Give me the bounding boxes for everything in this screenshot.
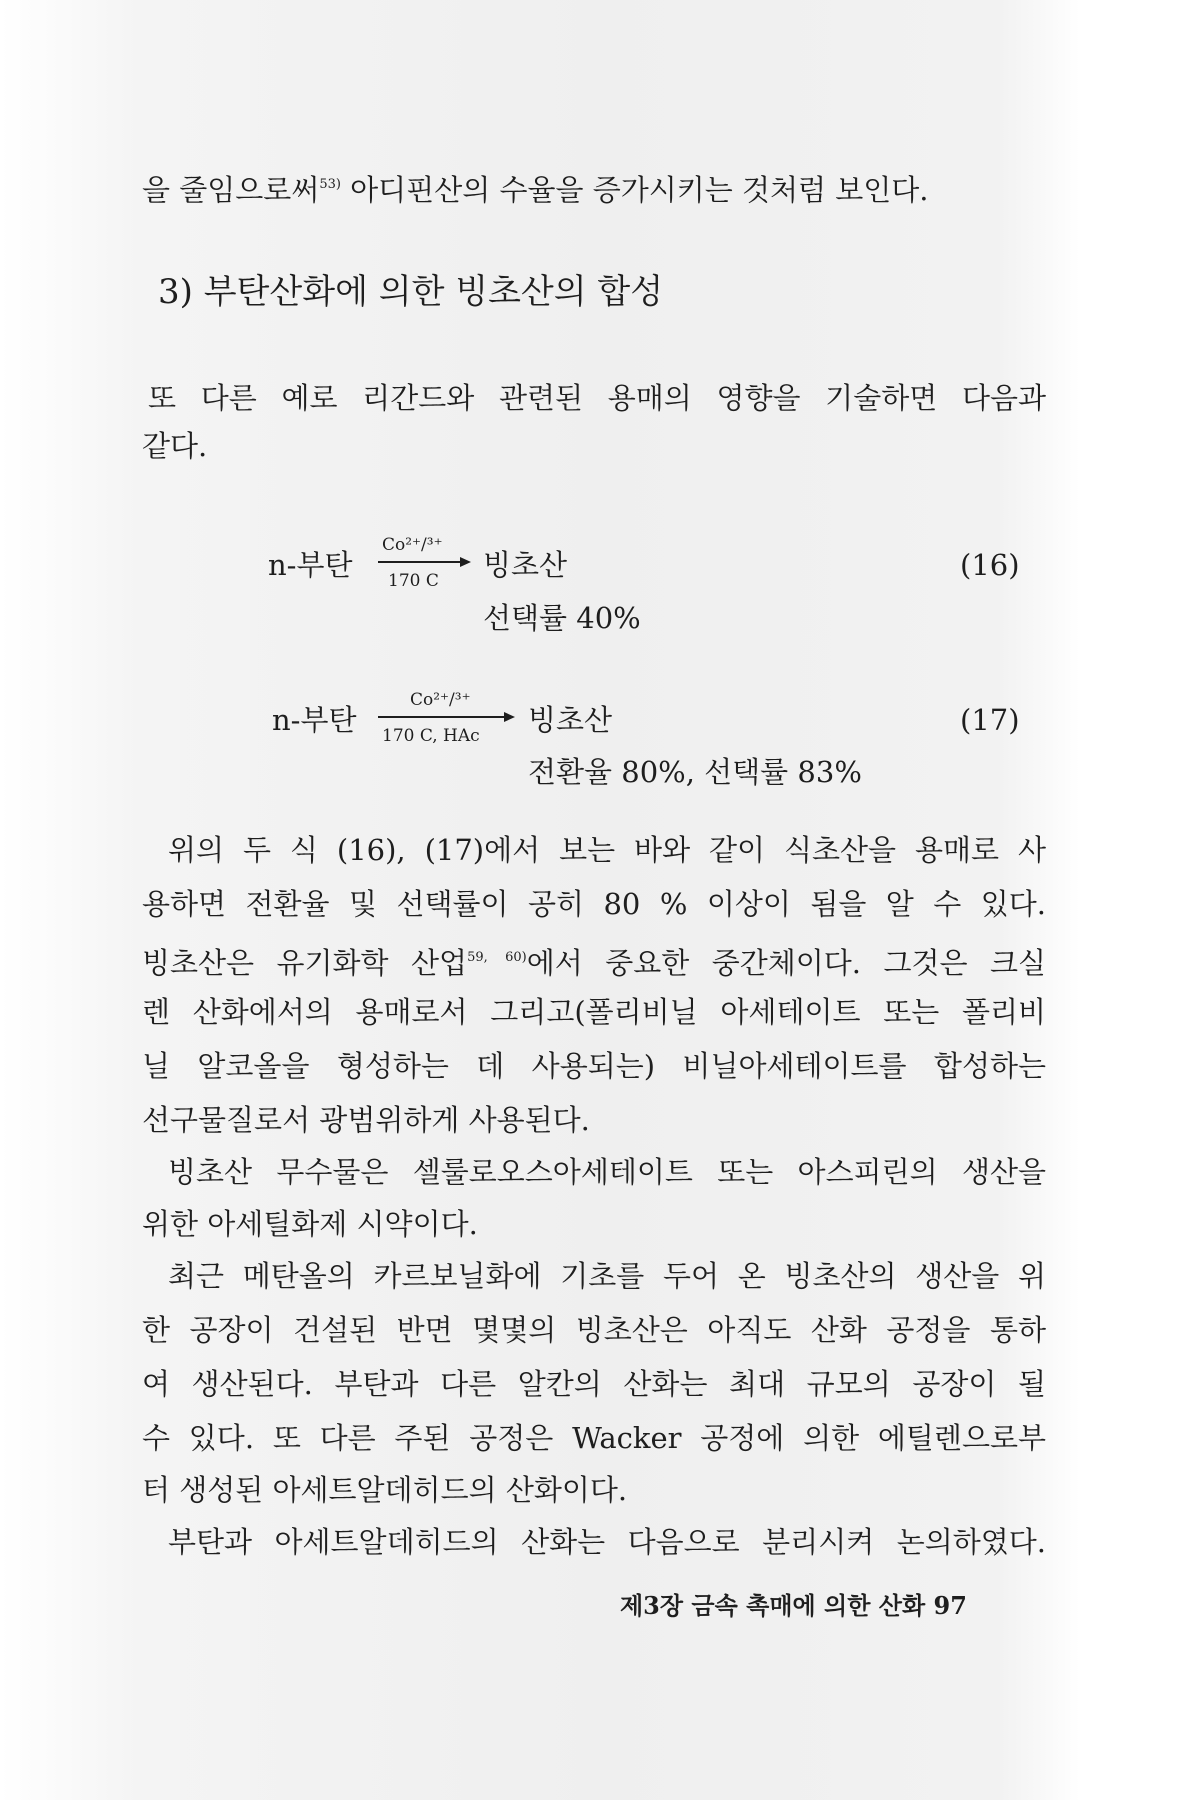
eq17-conversion-selectivity: 전환율 80%, 선택률 83% [528, 755, 862, 789]
para2-line-2: 위한 아세틸화제 시약이다. [142, 1207, 478, 1241]
para1-line-5: 닐 알코올을 형성하는 데 사용되는) 비닐아세테이트를 합성하는 [142, 1049, 1046, 1083]
para4-line-1: 부탄과 아세트알데히드의 산화는 다음으로 분리시켜 논의하였다. [168, 1525, 1046, 1559]
para3-line-1: 최근 메탄올의 카르보닐화에 기초를 두어 온 빙초산의 생산을 위 [168, 1259, 1046, 1293]
intro-line-1: 또 다른 예로 리간드와 관련된 용매의 영향을 기술하면 다음과 [148, 381, 1046, 415]
text-line-top [142, 165, 1046, 210]
eq16-arrow-line [378, 561, 462, 563]
para1-line-2: 용하면 전환율 및 선택률이 공히 80 % 이상이 됨을 알 수 있다. [142, 887, 1046, 921]
section-heading: 3) 부탄산화에 의한 빙초산의 합성 [158, 272, 664, 312]
citation-sup: 53) [319, 177, 341, 192]
para3-line-5: 터 생성된 아세트알데히드의 산화이다. [142, 1473, 628, 1507]
para1-line-3-start: 빙초산은 유기화학 산업 [142, 946, 468, 980]
eq16-catalyst: Co²⁺/³⁺ [382, 535, 443, 555]
top-line-text: 을 줄임으로써 [142, 173, 320, 207]
eq17-reactant: n-부탄 [272, 703, 357, 737]
para1-line-6: 선구물질로서 광범위하게 사용된다. [142, 1103, 590, 1137]
intro-line-2: 같다. [142, 429, 208, 463]
eq16-product: 빙초산 [483, 548, 568, 582]
eq17-product: 빙초산 [528, 703, 613, 737]
para1-line-4: 렌 산화에서의 용매로서 그리고(폴리비닐 아세테이트 또는 폴리비 [142, 995, 1046, 1029]
eq17-catalyst: Co²⁺/³⁺ [410, 690, 471, 710]
eq17-condition: 170 C, HAc [382, 726, 480, 746]
eq16-selectivity: 선택률 40% [483, 601, 641, 635]
para1-line-3-end: 에서 중요한 중간체이다. 그것은 크실 [526, 946, 1047, 980]
eq16-arrow-head-icon [460, 557, 471, 567]
para2-line-1: 빙초산 무수물은 셀룰로오스아세테이트 또는 아스피린의 생산을 [168, 1155, 1046, 1189]
citation-sup: 59, 60) [467, 950, 527, 965]
eq16-number: (16) [960, 548, 1020, 582]
eq17-arrow-line [378, 716, 506, 718]
para3-line-4: 수 있다. 또 다른 주된 공정은 Wacker 공정에 의한 에틸렌으로부 [142, 1421, 1046, 1455]
eq16-condition: 170 C [388, 571, 439, 591]
para1-line-1: 위의 두 식 (16), (17)에서 보는 바와 같이 식초산을 용매로 사 [168, 833, 1046, 867]
para3-line-3: 여 생산된다. 부탄과 다른 알칸의 산화는 최대 규모의 공장이 될 [142, 1367, 1046, 1401]
page-footer: 제3장 금속 촉매에 의한 산화 97 [620, 1591, 967, 1620]
top-line-rest: 아디핀산의 수율을 증가시키는 것처럼 보인다. [340, 173, 929, 207]
eq17-arrow-head-icon [504, 712, 515, 722]
eq16-reactant: n-부탄 [268, 548, 353, 582]
para1-line-3 [142, 938, 1046, 983]
eq17-number: (17) [960, 703, 1020, 737]
para3-line-2: 한 공장이 건설된 반면 몇몇의 빙초산은 아직도 산화 공정을 통하 [142, 1313, 1046, 1347]
